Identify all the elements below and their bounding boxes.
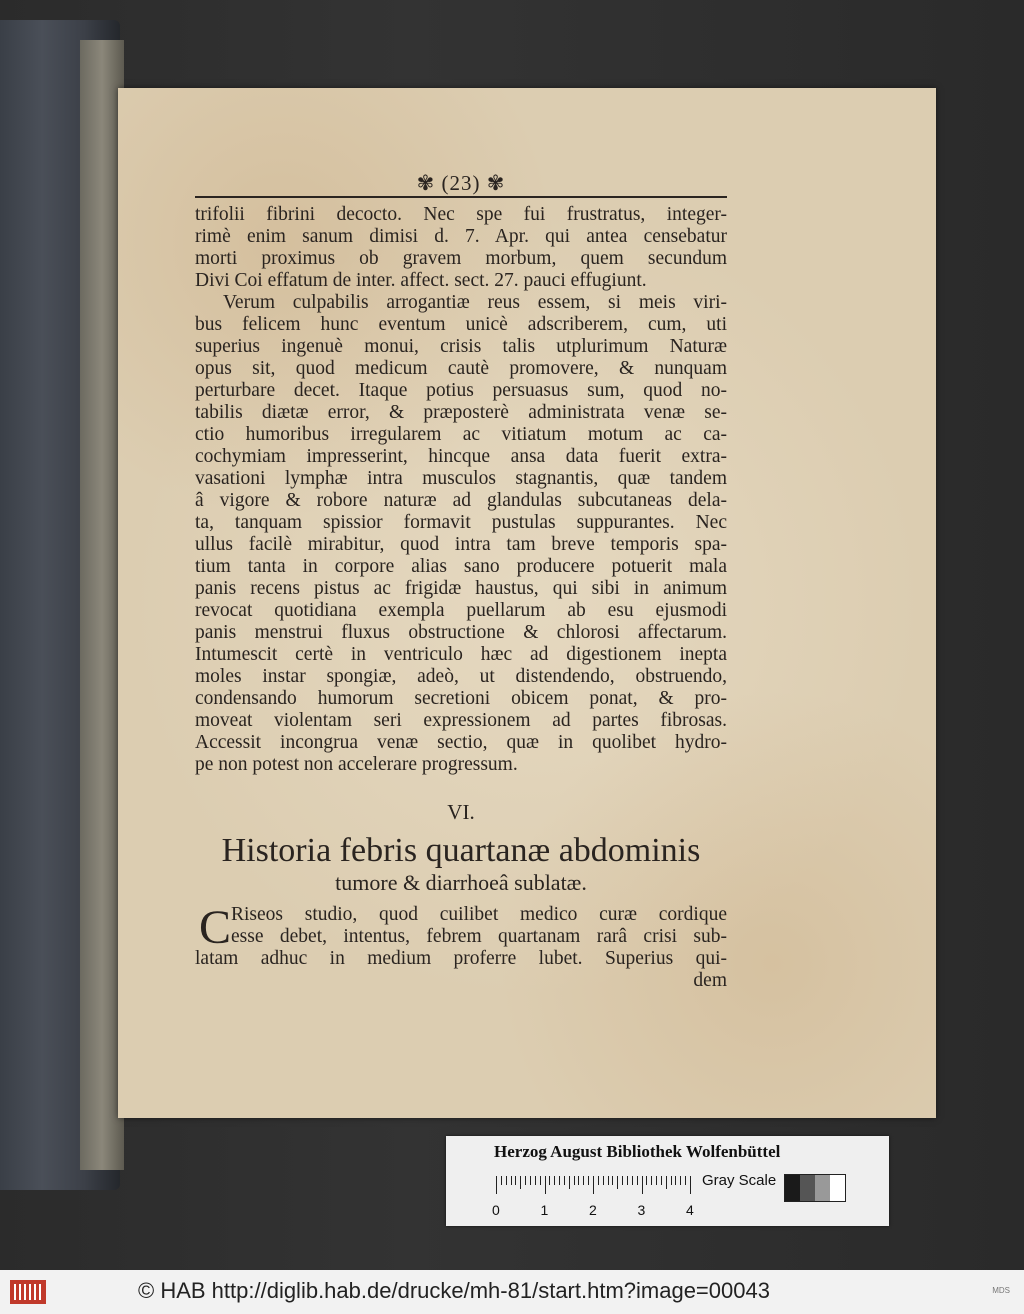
ruler-tick xyxy=(598,1176,599,1185)
page-number-text: (23) xyxy=(441,171,481,195)
paragraph-2 xyxy=(195,292,727,776)
ruler-tick xyxy=(632,1176,633,1185)
text-line: ullus facilè mirabitur, quod intra tam breve temporis spa- xyxy=(195,534,727,555)
paragraph-3-lines xyxy=(195,901,727,970)
ruler-tick xyxy=(666,1176,667,1189)
text-line: esse debet, intentus, febrem quartanam rarâ crisi sub- xyxy=(231,926,727,947)
library-color-card xyxy=(446,1136,889,1226)
text-line: rimè enim sanum dimisi d. 7. Apr. qui antea censebatur xyxy=(195,226,727,247)
ruler-tick xyxy=(617,1176,618,1189)
hab-logo-icon xyxy=(10,1280,46,1304)
text-line: panis menstrui fluxus obstructione & chlorosi affectarum. xyxy=(195,622,727,643)
ruler-tick xyxy=(545,1176,546,1194)
text-line: condensando humorum secretioni obicem ponat, & pro- xyxy=(195,688,727,709)
gray-swatch xyxy=(830,1175,845,1201)
ruler-tick xyxy=(612,1176,613,1185)
text-line: perturbare decet. Itaque potius persuasus sum, quod no- xyxy=(195,380,727,401)
text-line: Divi Coi effatum de inter. affect. sect. 27. pauci effugiunt. xyxy=(195,270,647,291)
ruler-tick xyxy=(656,1176,657,1185)
ruler-tick xyxy=(554,1176,555,1185)
ruler-tick xyxy=(506,1176,507,1185)
ruler-tick xyxy=(496,1176,497,1194)
text-line: trifolii fibrini decocto. Nec spe fui frustratus, integer- xyxy=(195,204,727,225)
ruler-tick xyxy=(559,1176,560,1185)
text-line: moles instar spongiæ, adeò, ut distendendo, obstruendo, xyxy=(195,666,727,687)
text-line: bus felicem hunc eventum unicè adscriberem, cum, uti xyxy=(195,314,727,335)
text-line: pe non potest non accelerare progressum. xyxy=(195,754,518,775)
page-content xyxy=(195,170,727,992)
ruler-label: 4 xyxy=(686,1202,694,1218)
ornament-right-icon: ✾ xyxy=(480,171,506,195)
ruler-tick xyxy=(549,1176,550,1185)
ruler-tick xyxy=(690,1176,691,1194)
ruler-tick xyxy=(535,1176,536,1185)
text-line: ctio humoribus irregularem ac vitiatum motum ac ca- xyxy=(195,424,727,445)
ruler-tick xyxy=(501,1176,502,1185)
text-line: panis recens pistus ac frigidæ haustus, qui sibi in animum xyxy=(195,578,727,599)
text-line: latam adhuc in medium proferre lubet. Superius qui- xyxy=(195,948,727,969)
page-number xyxy=(195,170,727,196)
ruler-label: 1 xyxy=(540,1202,549,1218)
drop-initial: C xyxy=(199,901,232,954)
ruler-scale xyxy=(496,1176,690,1194)
ornament-left-icon: ✾ xyxy=(416,171,442,195)
text-line: Accessit incongrua venæ sectio, quæ in quolibet hydro- xyxy=(195,732,727,753)
gray-scale-swatches xyxy=(784,1174,846,1202)
ruler-tick xyxy=(646,1176,647,1185)
header-rule xyxy=(195,196,727,198)
text-line: ta, tanquam spissior formavit pustulas suppurantes. Nec xyxy=(195,512,727,533)
ruler-label: 0 xyxy=(492,1202,500,1218)
text-line: revocat quotidiana exempla puellarum ab esu ejusmodi xyxy=(195,600,727,621)
ruler-tick xyxy=(525,1176,526,1185)
ruler-tick xyxy=(583,1176,584,1185)
ruler-label: 2 xyxy=(589,1202,597,1218)
ruler-tick xyxy=(569,1176,570,1189)
text-line: tabilis diætæ error, & præposterè administrata venæ se- xyxy=(195,402,727,423)
ruler-tick xyxy=(574,1176,575,1185)
ruler-tick xyxy=(608,1176,609,1185)
ruler-tick xyxy=(578,1176,579,1185)
ruler-tick xyxy=(671,1176,672,1185)
ruler-tick xyxy=(622,1176,623,1185)
paragraph-1 xyxy=(195,204,727,292)
ruler-tick xyxy=(588,1176,589,1185)
ruler-tick xyxy=(520,1176,521,1189)
text-line: vasationi lymphæ intra musculos stagnantis, quæ tandem xyxy=(195,468,727,489)
ruler-tick xyxy=(564,1176,565,1185)
ruler-tick xyxy=(685,1176,686,1185)
ruler-labels xyxy=(490,1202,710,1220)
footer-bar xyxy=(0,1270,1024,1314)
text-line: moveat violentam seri expressionem ad partes fibrosas. xyxy=(195,710,727,731)
ruler-tick xyxy=(603,1176,604,1185)
text-line: morti proximus ob gravem morbum, quem secundum xyxy=(195,248,727,269)
gray-swatch xyxy=(800,1175,815,1201)
footer-copyright: © HAB http://diglib.hab.de/drucke/mh-81/start.htm?image=00043 xyxy=(138,1278,770,1303)
section-number: VI. xyxy=(447,800,475,824)
paragraph-3 xyxy=(195,901,727,970)
catchword: dem xyxy=(693,970,727,991)
gray-scale-label: Gray Scale xyxy=(702,1172,777,1189)
ruler-tick xyxy=(651,1176,652,1185)
library-name: Herzog August Bibliothek Wolfenbüttel xyxy=(494,1142,781,1161)
ruler-tick xyxy=(515,1176,516,1185)
ruler-tick xyxy=(511,1176,512,1185)
section-heading: Historia febris quartanæ abdominis xyxy=(221,832,701,869)
text-line: tium tanta in corpore alias sano producere potuerit mala xyxy=(195,556,727,577)
text-line: opus sit, quod medicum cautè promovere, & nunquam xyxy=(195,358,727,379)
text-line: superius ingenuè monui, crisis talis utplurimum Naturæ xyxy=(195,336,727,357)
text-line: â vigore & robore naturæ ad glandulas subcutaneas dela- xyxy=(195,490,727,511)
ruler-label: 3 xyxy=(637,1202,646,1218)
gray-swatch xyxy=(785,1175,800,1201)
text-line: Intumescit certè in ventriculo hæc ad digestionem inepta xyxy=(195,644,727,665)
footer-mark: MDS xyxy=(992,1286,1010,1295)
ruler-tick xyxy=(593,1176,594,1194)
ruler-tick xyxy=(680,1176,681,1185)
ruler-tick xyxy=(540,1176,541,1185)
ruler-tick xyxy=(637,1176,638,1185)
ruler-tick xyxy=(627,1176,628,1185)
ruler-tick xyxy=(661,1176,662,1185)
text-line: Riseos studio, quod cuilibet medico curæ cordique xyxy=(231,904,727,925)
ruler-tick xyxy=(530,1176,531,1185)
ruler-tick xyxy=(642,1176,643,1194)
gray-swatch xyxy=(815,1175,830,1201)
text-line: Verum culpabilis arrogantiæ reus essem, si meis viri- xyxy=(223,292,727,313)
ruler-tick xyxy=(675,1176,676,1185)
text-line: cochymiam impresserint, hincque ansa data fuerit extra- xyxy=(195,446,727,467)
section-subheading: tumore & diarrhoeâ sublatæ. xyxy=(335,870,587,895)
